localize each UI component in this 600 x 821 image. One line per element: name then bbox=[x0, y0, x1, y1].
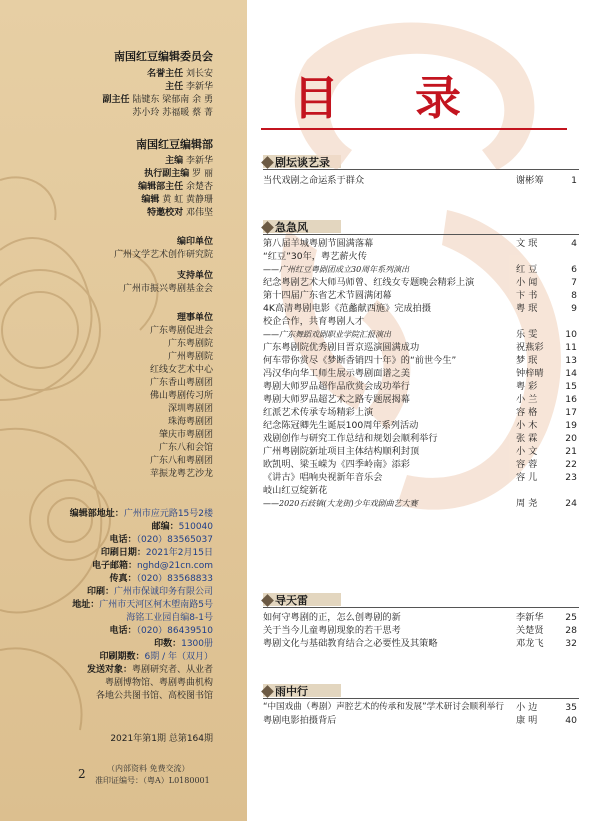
label: 印刷期数： bbox=[99, 652, 145, 662]
entry-title: 关于当今儿童粤剧现象的若干思考 bbox=[263, 625, 401, 636]
toc-subentry[interactable] bbox=[263, 497, 593, 510]
label: 印刷： bbox=[86, 587, 114, 597]
entry-title: 广东粤剧院优秀剧目晋京巡演圆满成功 bbox=[263, 342, 420, 353]
council-item: 珠海粤剧团 bbox=[167, 417, 213, 427]
label: 邮编： bbox=[151, 522, 179, 532]
entry-author: 红 豆 bbox=[516, 264, 538, 275]
label: 电话： bbox=[109, 535, 137, 545]
toc-entry[interactable] bbox=[263, 611, 593, 624]
label: 电话： bbox=[109, 626, 137, 636]
entry-subtitle: ——广东舞蹈戏剧职业学院汇报演出 bbox=[263, 330, 391, 339]
entry-author: 周 尧 bbox=[516, 498, 538, 509]
contents-page bbox=[247, 0, 600, 821]
label: 名誉主任 bbox=[147, 69, 184, 79]
toc-entry[interactable] bbox=[263, 237, 593, 250]
page-number: 2 bbox=[78, 767, 86, 781]
label: 主编 bbox=[165, 156, 184, 166]
toc-entry[interactable] bbox=[263, 250, 593, 263]
council-item: 广东八和会馆 bbox=[158, 443, 213, 453]
entry-title: 粤剧大师罗品超作品欣赏会成功举行 bbox=[263, 381, 410, 392]
value: 刘长安 bbox=[185, 69, 213, 79]
value: 余楚杏 bbox=[185, 182, 213, 192]
toc-list bbox=[263, 237, 593, 510]
editorial-lines bbox=[138, 155, 213, 220]
entry-page: 4 bbox=[571, 238, 577, 249]
label: 编辑部主任 bbox=[138, 182, 184, 192]
value: 510040 bbox=[178, 522, 213, 532]
label: 电子邮箱： bbox=[91, 561, 137, 571]
email-value: nghd@21cn.com bbox=[136, 561, 213, 571]
council-item: 广东粤剧院 bbox=[167, 339, 213, 349]
footer-note bbox=[95, 763, 210, 787]
section-rule bbox=[263, 698, 579, 699]
masthead-sidebar bbox=[0, 0, 247, 821]
value: （020）83568833 bbox=[136, 574, 213, 584]
entry-title: 第八届羊城粤剧节圆满落幕 bbox=[263, 238, 374, 249]
entry-title: 粤剧文化与基础教育结合之必要性及其策略 bbox=[263, 638, 438, 649]
entry-page: 32 bbox=[565, 638, 577, 649]
entry-page: 21 bbox=[565, 446, 577, 457]
entry-page: 9 bbox=[571, 303, 577, 314]
toc-subentry[interactable] bbox=[263, 263, 593, 276]
value: 广州市应元路15号2楼 bbox=[123, 509, 213, 519]
council-item: 肇庆市粤剧团 bbox=[158, 430, 213, 440]
entry-page: 40 bbox=[565, 715, 577, 726]
council-item: 佛山粤剧传习所 bbox=[149, 391, 213, 401]
label: 执行副主编 bbox=[144, 169, 190, 179]
toc-entry[interactable] bbox=[263, 458, 593, 471]
council-item: 广东香山粤剧团 bbox=[149, 378, 213, 388]
entry-title: 广州粤剧院新址项目主体结构顺利封顶 bbox=[263, 446, 420, 457]
toc-subentry[interactable] bbox=[263, 328, 593, 341]
entry-page: 13 bbox=[565, 355, 577, 366]
value: 粤剧博物馆、粤剧粤曲机构 bbox=[104, 678, 213, 688]
entry-author: 康 明 bbox=[516, 715, 538, 726]
entry-title: 粤剧电影拍摄背后 bbox=[263, 715, 337, 726]
entry-page: 16 bbox=[565, 394, 577, 405]
label: 印刷日期： bbox=[100, 548, 146, 558]
value: 各地公共图书馆、高校图书馆 bbox=[95, 691, 213, 701]
council-item: 广州粤剧院 bbox=[167, 352, 213, 362]
council-item: 苹振龙粤艺沙龙 bbox=[149, 469, 213, 479]
page-title: 目 录 bbox=[293, 71, 492, 125]
entry-author: 卞 书 bbox=[516, 290, 538, 301]
council-item: 广东八和粤剧团 bbox=[149, 456, 213, 466]
entry-author: 梦 珉 bbox=[516, 355, 538, 366]
issue-number: 2021年第1期 总第164期 bbox=[110, 734, 213, 744]
supporter-block bbox=[123, 270, 213, 296]
entry-page: 20 bbox=[565, 433, 577, 444]
supporter-label: 支持单位 bbox=[176, 271, 213, 281]
entry-author: 粤 珉 bbox=[516, 303, 538, 314]
value: 广州市保诚印务有限公司 bbox=[113, 587, 213, 597]
label: 地址： bbox=[72, 600, 100, 610]
entry-page: 25 bbox=[565, 612, 577, 623]
entry-author: 李新华 bbox=[516, 612, 544, 623]
entry-author: 文 珉 bbox=[516, 238, 538, 249]
entry-author: 粤 彩 bbox=[516, 381, 538, 392]
entry-title: 欧凯明、梁玉嵘为《四季岭南》添彩 bbox=[263, 459, 410, 470]
value: 海铭工业园自编8-1号 bbox=[126, 613, 213, 623]
entry-author: 小 木 bbox=[516, 420, 538, 431]
entry-subtitle: ——2020石歧镇(大龙街)少年戏剧曲艺大赛 bbox=[263, 499, 418, 508]
section-header bbox=[263, 154, 330, 170]
internal-note: （内部资料 免费交流） bbox=[107, 764, 190, 773]
compiler-value: 广州文学艺术创作研究院 bbox=[113, 250, 213, 260]
label: 副主任 bbox=[102, 95, 130, 105]
entry-author: 容 蓉 bbox=[516, 459, 538, 470]
entry-subtitle: ——广州红豆粤剧团成立30周年系列演出 bbox=[263, 265, 410, 274]
council-item: 广东粤剧促进会 bbox=[149, 326, 213, 336]
toc-entry[interactable] bbox=[263, 367, 593, 380]
entry-title: 岐山红豆绽新花 bbox=[263, 485, 328, 496]
toc-entry[interactable] bbox=[263, 419, 593, 432]
toc-entry[interactable] bbox=[263, 174, 593, 187]
editorial-title: 南国红豆编辑部 bbox=[136, 138, 213, 151]
section-header bbox=[263, 683, 308, 699]
council-item: 红线女艺术中心 bbox=[149, 365, 213, 375]
label: 主任 bbox=[165, 82, 184, 92]
entry-page: 28 bbox=[565, 625, 577, 636]
section-title: 急急风 bbox=[275, 221, 308, 234]
toc-entry[interactable] bbox=[263, 341, 593, 354]
toc-entry[interactable] bbox=[263, 432, 593, 445]
entry-author: 容 儿 bbox=[516, 472, 538, 483]
toc-entry[interactable] bbox=[263, 354, 593, 367]
committee-lines bbox=[103, 68, 213, 120]
entry-page: 23 bbox=[565, 472, 577, 483]
entry-page: 6 bbox=[571, 264, 577, 275]
diamond-icon bbox=[261, 156, 274, 169]
entry-author: 小 文 bbox=[516, 446, 538, 457]
entry-author: 小 闻 bbox=[516, 277, 538, 288]
value: 黄 虹 黄静珊 bbox=[162, 195, 213, 205]
entry-title: 当代戏剧之命运系于群众 bbox=[263, 175, 365, 186]
entry-title: 冯汉华向华工师生展示粤剧面谱之美 bbox=[263, 368, 410, 379]
entry-page: 35 bbox=[565, 702, 577, 713]
value: 陆键东 梁郁南 余 勇 bbox=[132, 95, 213, 105]
entry-author: 钟梓晴 bbox=[516, 368, 544, 379]
editorial-block bbox=[136, 138, 213, 151]
entry-title: 校企合作，共育粤剧人才 bbox=[263, 316, 365, 327]
entry-title: 粤剧大师罗品超艺术之路专题展揭幕 bbox=[263, 394, 410, 405]
value: 邓伟坚 bbox=[185, 208, 213, 218]
diamond-icon bbox=[261, 594, 274, 607]
entry-page: 10 bbox=[565, 329, 577, 340]
toc-entry[interactable] bbox=[263, 637, 593, 650]
toc-entry[interactable] bbox=[263, 380, 593, 393]
entry-author: 张 霖 bbox=[516, 433, 538, 444]
toc-entry[interactable] bbox=[263, 624, 593, 637]
toc-entry[interactable] bbox=[263, 393, 593, 406]
title-rule bbox=[261, 128, 567, 130]
section-header bbox=[263, 592, 308, 608]
entry-title: 纪念粤剧艺术大师马师曾、红线女专题晚会精彩上演 bbox=[263, 277, 475, 288]
toc-list bbox=[263, 611, 593, 650]
value: 李新华 bbox=[185, 156, 213, 166]
label: 编辑部地址： bbox=[69, 509, 124, 519]
toc-entry[interactable] bbox=[263, 714, 593, 727]
entry-page: 7 bbox=[571, 277, 577, 288]
committee-title: 南国红豆编辑委员会 bbox=[114, 50, 213, 63]
toc-entry[interactable] bbox=[263, 484, 593, 497]
supporter-value: 广州市振兴粤剧基金会 bbox=[122, 284, 213, 294]
entry-page: 8 bbox=[571, 290, 577, 301]
entry-title: 《讲古》唱响央视新年音乐会 bbox=[263, 472, 383, 483]
toc-entry[interactable] bbox=[263, 302, 593, 315]
entry-title: 红派艺术传承专场精彩上演 bbox=[263, 407, 374, 418]
value: 李新华 bbox=[185, 82, 213, 92]
entry-page: 1 bbox=[571, 175, 577, 186]
section-title: 雨中行 bbox=[275, 685, 308, 698]
entry-title: “中国戏曲（粤剧）声腔艺术的传承和发展”学术研讨会顺利举行 bbox=[263, 702, 504, 712]
section-rule bbox=[263, 234, 579, 235]
value: （020）86439510 bbox=[136, 626, 213, 636]
entry-author: 容 格 bbox=[516, 407, 538, 418]
council-label: 理事单位 bbox=[176, 313, 213, 323]
entry-author: 乐 雯 bbox=[516, 329, 538, 340]
license-number: 准印证编号：（粤A）L0180001 bbox=[95, 776, 210, 785]
section-title: 剧坛谈艺录 bbox=[275, 156, 330, 169]
diamond-icon bbox=[261, 221, 274, 234]
council-item: 深圳粤剧团 bbox=[167, 404, 213, 414]
label: 印数： bbox=[154, 639, 182, 649]
contact-block bbox=[70, 508, 213, 703]
entry-page: 17 bbox=[565, 407, 577, 418]
value: 广州市天河区柯木塱南路5号 bbox=[99, 600, 213, 610]
toc-entry[interactable] bbox=[263, 289, 593, 302]
label: 传真： bbox=[109, 574, 137, 584]
entry-page: 19 bbox=[565, 420, 577, 431]
toc-entry[interactable] bbox=[263, 276, 593, 289]
value: 6期 / 年（双月） bbox=[144, 652, 213, 662]
section-rule bbox=[263, 607, 579, 608]
entry-page: 22 bbox=[565, 459, 577, 470]
toc-entry[interactable] bbox=[263, 471, 593, 484]
toc-entry[interactable] bbox=[263, 701, 593, 714]
entry-page: 15 bbox=[565, 381, 577, 392]
section-title: 导天雷 bbox=[275, 594, 308, 607]
toc-entry[interactable] bbox=[263, 445, 593, 458]
entry-title: 纪念陈冠卿先生诞辰100周年系列活动 bbox=[263, 420, 419, 431]
entry-title: 戏剧创作与研究工作总结和规划会顺利举行 bbox=[263, 433, 438, 444]
label: 发送对象： bbox=[86, 665, 132, 675]
value: 2021年2月15日 bbox=[145, 548, 213, 558]
entry-author: 谢彬筹 bbox=[516, 175, 544, 186]
diamond-icon bbox=[261, 685, 274, 698]
entry-author: 小 边 bbox=[516, 702, 538, 713]
section-header bbox=[263, 219, 308, 235]
compiler-block bbox=[114, 236, 213, 262]
entry-title: 如何守粤剧的正，怎么创粤剧的新 bbox=[263, 612, 401, 623]
entry-title: 第十四届广东省艺术节圆满闭幕 bbox=[263, 290, 392, 301]
toc-list bbox=[263, 174, 593, 187]
entry-page: 24 bbox=[565, 498, 577, 509]
entry-author: 小 兰 bbox=[516, 394, 538, 405]
value: （020）83565037 bbox=[136, 535, 213, 545]
entry-author: 关楚贤 bbox=[516, 625, 544, 636]
entry-title: 4K高清粤剧电影《范蠡献西施》完成拍摄 bbox=[263, 303, 432, 314]
value: 1300册 bbox=[181, 639, 213, 649]
entry-author: 祝燕彩 bbox=[516, 342, 544, 353]
toc-list bbox=[263, 701, 593, 727]
label: 特邀校对 bbox=[147, 208, 184, 218]
entry-title: 何车带你赏尽《梦断香销四十年》的“前世今生” bbox=[263, 355, 457, 366]
toc-entry[interactable] bbox=[263, 406, 593, 419]
council-block bbox=[150, 312, 213, 481]
toc-entry[interactable] bbox=[263, 315, 593, 328]
value: 苏小玲 苏福暖 蔡 菁 bbox=[132, 108, 213, 118]
entry-page: 14 bbox=[565, 368, 577, 379]
entry-title: “红豆”30年，粤艺薪火传 bbox=[263, 251, 367, 262]
value: 粤剧研究者、从业者 bbox=[131, 665, 213, 675]
committee-block bbox=[114, 50, 213, 63]
compiler-label: 编印单位 bbox=[176, 237, 213, 247]
entry-page: 11 bbox=[565, 342, 577, 353]
label: 编辑 bbox=[141, 195, 160, 205]
entry-author: 邓龙飞 bbox=[516, 638, 544, 649]
value: 罗 丽 bbox=[192, 169, 213, 179]
section-rule bbox=[263, 169, 579, 170]
